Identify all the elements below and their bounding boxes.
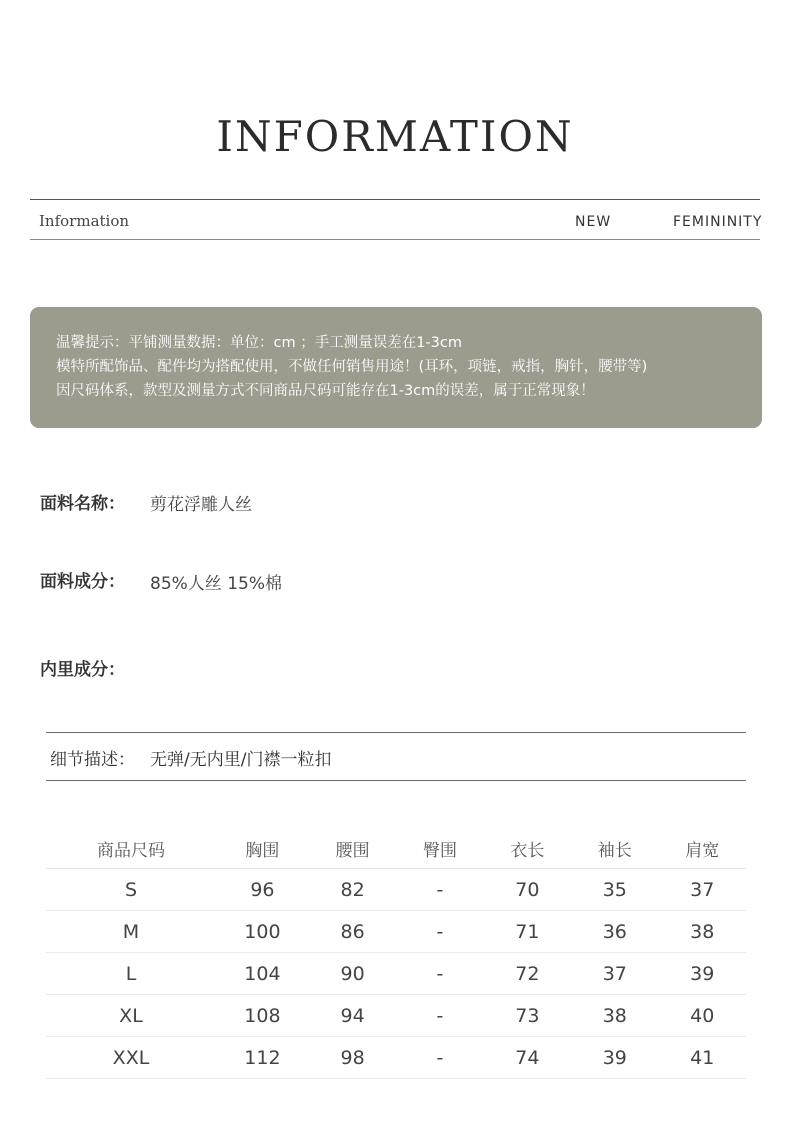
table-cell: 35 (571, 869, 658, 911)
table-cell: 72 (484, 953, 571, 995)
band-bottom-rule (30, 239, 760, 240)
notice-line: 因尺码体系，款型及测量方式不同商品尺码可能存在1-3cm的误差，属于正常现象！ (56, 383, 595, 399)
table-cell: 36 (571, 911, 658, 953)
table-cell: 112 (216, 1037, 309, 1079)
table-cell: - (396, 1037, 483, 1079)
table-cell: 104 (216, 953, 309, 995)
details-bottom-rule (46, 780, 746, 781)
notice-box (30, 307, 762, 428)
table-cell: 82 (309, 869, 396, 911)
table-cell: - (396, 869, 483, 911)
header-shoulder: 肩宽 (659, 828, 747, 869)
notice-line: 温馨提示：平铺测量数据：单位：cm ；手工测量误差在1-3cm (56, 335, 462, 351)
table-cell: 39 (571, 1037, 658, 1079)
header-hip: 臀围 (396, 828, 483, 869)
header-size: 商品尺码 (46, 828, 216, 869)
table-cell: M (46, 911, 216, 953)
table-row (46, 953, 746, 995)
table-cell: 73 (484, 995, 571, 1037)
table-cell: 100 (216, 911, 309, 953)
table-cell: 71 (484, 911, 571, 953)
table-cell: - (396, 911, 483, 953)
band-label-femininity: FEMININITY (673, 214, 763, 230)
table-cell: - (396, 953, 483, 995)
header-chest: 胸围 (216, 828, 309, 869)
table-cell: 38 (571, 995, 658, 1037)
header-sleeve: 袖长 (571, 828, 658, 869)
notice-line: 模特所配饰品、配件均为搭配使用，不做任何销售用途！(耳环，项链，戒指，胸针，腰带等) (56, 359, 648, 375)
details-label: 细节描述： (50, 750, 135, 770)
lining-composition-label: 内里成分： (40, 660, 125, 680)
table-cell: 96 (216, 869, 309, 911)
table-cell: 37 (659, 869, 747, 911)
table-row (46, 911, 746, 953)
header-waist: 腰围 (309, 828, 396, 869)
band-label-new: NEW (575, 214, 612, 230)
table-cell: 37 (571, 953, 658, 995)
table-row (46, 1037, 746, 1079)
table-cell: 70 (484, 869, 571, 911)
fabric-composition-value: 85%人丝 15%棉 (150, 574, 282, 594)
header-length: 衣长 (484, 828, 571, 869)
table-cell: L (46, 953, 216, 995)
size-table (46, 828, 746, 1079)
fabric-name-label: 面料名称： (40, 494, 125, 514)
size-table-header-row (46, 828, 746, 869)
details-value: 无弹/无内里/门襟一粒扣 (150, 750, 332, 770)
table-cell: XXL (46, 1037, 216, 1079)
table-cell: 90 (309, 953, 396, 995)
page-title: INFORMATION (216, 112, 574, 161)
table-cell: 41 (659, 1037, 747, 1079)
table-cell: S (46, 869, 216, 911)
table-cell: 38 (659, 911, 747, 953)
band-top-rule (30, 199, 760, 200)
table-cell: 86 (309, 911, 396, 953)
table-row (46, 995, 746, 1037)
band-label-information: Information (39, 212, 130, 230)
fabric-composition-label: 面料成分： (40, 572, 125, 592)
table-cell: 108 (216, 995, 309, 1037)
details-top-rule (46, 732, 746, 733)
table-cell: 94 (309, 995, 396, 1037)
table-cell: 98 (309, 1037, 396, 1079)
table-row (46, 869, 746, 911)
table-cell: 74 (484, 1037, 571, 1079)
table-cell: XL (46, 995, 216, 1037)
table-cell: - (396, 995, 483, 1037)
table-cell: 39 (659, 953, 747, 995)
fabric-name-value: 剪花浮雕人丝 (150, 495, 252, 515)
table-cell: 40 (659, 995, 747, 1037)
